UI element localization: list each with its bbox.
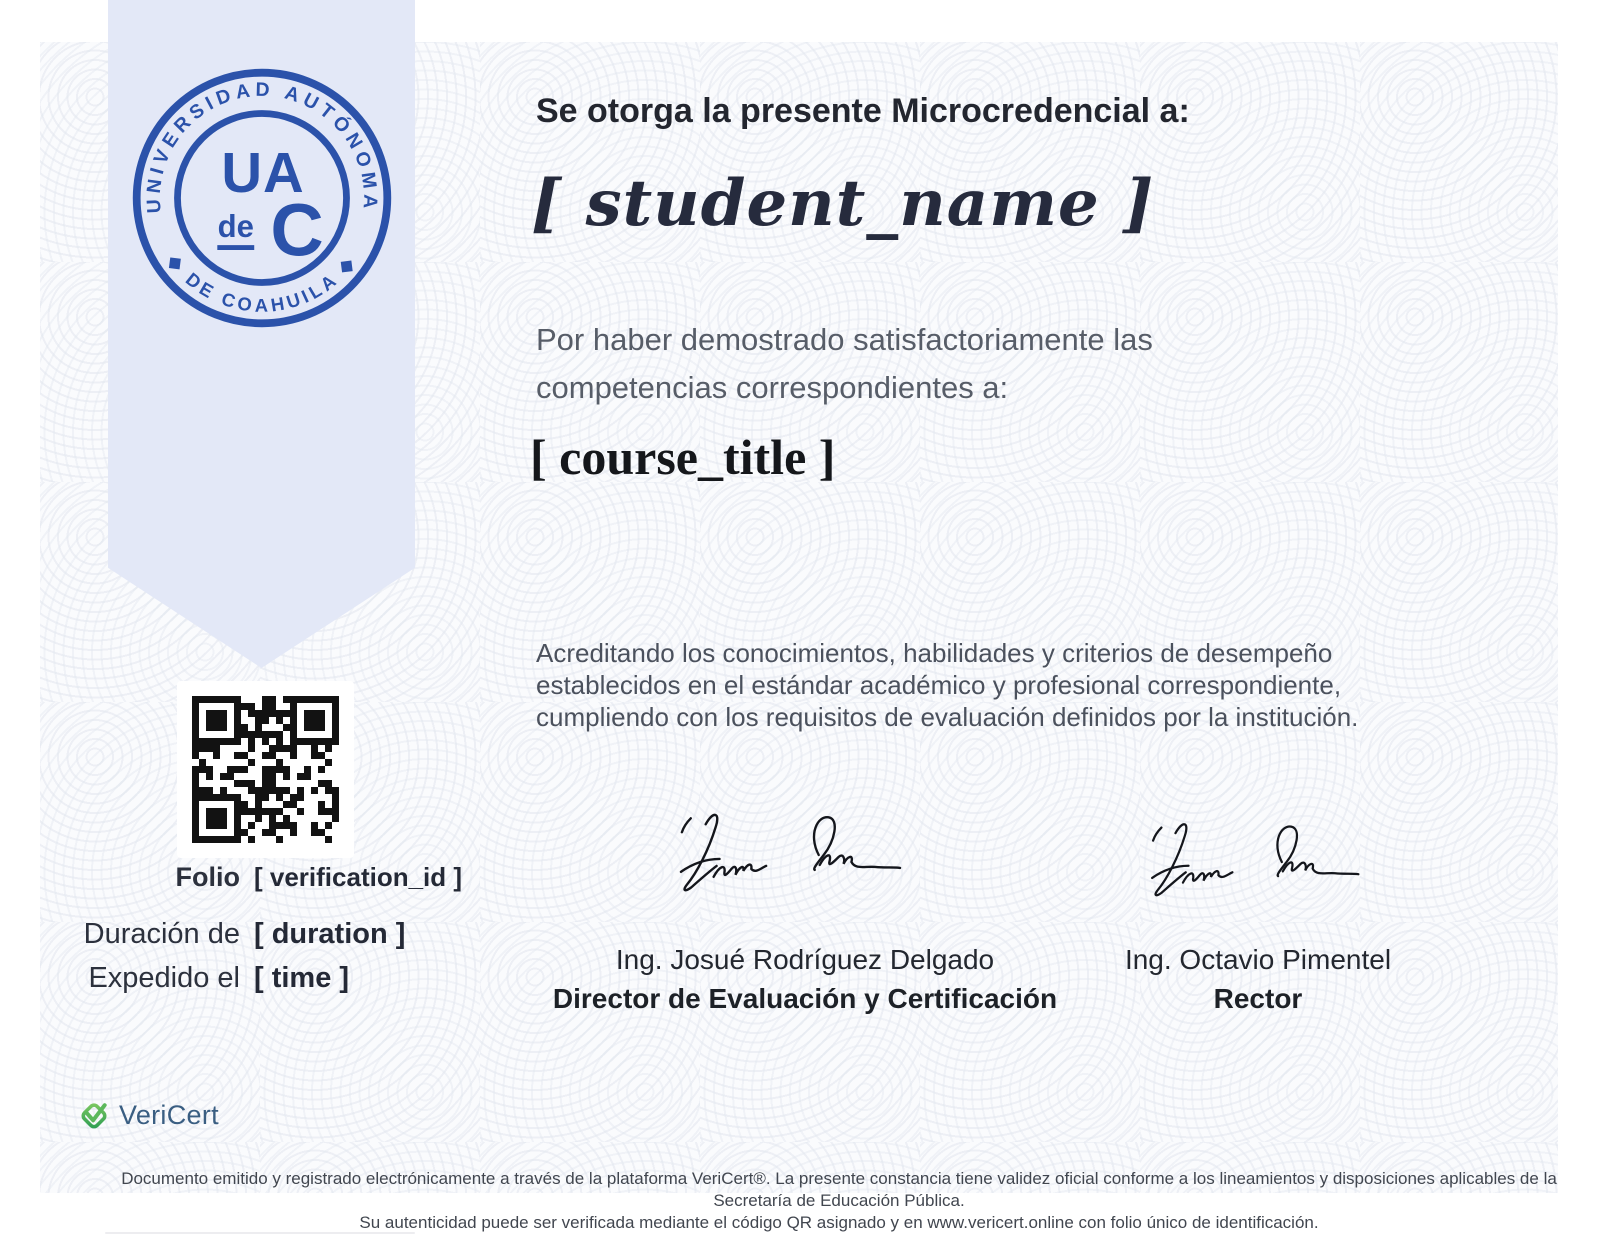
signature-block-director: [545, 944, 1065, 1015]
legal-line-1: Documento emitido y registrado electrónicamente a través de la plataforma VeriCert®. La presente constancia tiene validez oficial conforme a los lineamientos y disposiciones aplicables de la Secretaría de Educación Pública.: [121, 1169, 1557, 1210]
issued-label: Expedido el: [88, 962, 240, 994]
folio-label: Folio: [175, 862, 240, 892]
vericert-wordmark: VeriCert: [119, 1099, 219, 1130]
seal-monogram-ua: UA: [221, 141, 305, 205]
body-paragraph: Acreditando los conocimientos, habilidades y criterios de desempeño establecidos en el estándar académico y profesional correspondiente, cumpliendo con los requisitos de evaluación definidos por la institución.: [536, 638, 1359, 732]
issued-value: [ time ]: [254, 962, 350, 994]
legal-line-2: Su autenticidad puede ser verificada mediante el código QR asignado y en www.vericert.online con folio único de identificación.: [359, 1213, 1319, 1232]
duration-label: Duración de: [83, 918, 240, 950]
competency-line: Por haber demostrado satisfactoriamente las competencias correspondientes a:: [536, 322, 1153, 405]
seal-bottom-arc-text: ◆ DE COAHUILA ◆: [163, 250, 361, 316]
signer-name: Ing. Octavio Pimentel: [1124, 944, 1392, 975]
award-line: Se otorga la presente Microcredencial a:: [536, 92, 1190, 130]
uadec-seal-icon: [126, 62, 398, 334]
duration-value: [ duration ]: [254, 918, 406, 950]
signer-title: Rector: [1213, 983, 1303, 1014]
seal-monogram-c: C: [270, 188, 324, 272]
signer-title: Director de Evaluación y Certificación: [552, 983, 1058, 1014]
vericert-brand: [78, 1094, 219, 1136]
student-name-placeholder: [ student_name ]: [531, 166, 1155, 241]
folio-value: [ verification_id ]: [254, 862, 463, 892]
issued-row: [80, 962, 349, 995]
signer-name: Ing. Josué Rodríguez Delgado: [615, 944, 995, 975]
course-title-placeholder: [ course_title ]: [530, 429, 836, 485]
qr-card: [177, 681, 354, 858]
qr-code-icon: [192, 696, 339, 843]
seal-top-arc-text: UNIVERSIDAD AUTÓNOMA: [142, 78, 382, 214]
duration-row: [80, 918, 405, 951]
folio-row: [80, 862, 462, 893]
signature-scribble-icon: [1140, 816, 1364, 910]
signature-block-rector: [1058, 944, 1458, 1015]
signature-scribble-icon: [668, 806, 906, 906]
bottom-divider: [105, 1232, 415, 1234]
seal-monogram-de: de: [217, 208, 254, 244]
legal-footer: [80, 1168, 1598, 1234]
vericert-check-diamond-icon: [78, 1094, 110, 1136]
